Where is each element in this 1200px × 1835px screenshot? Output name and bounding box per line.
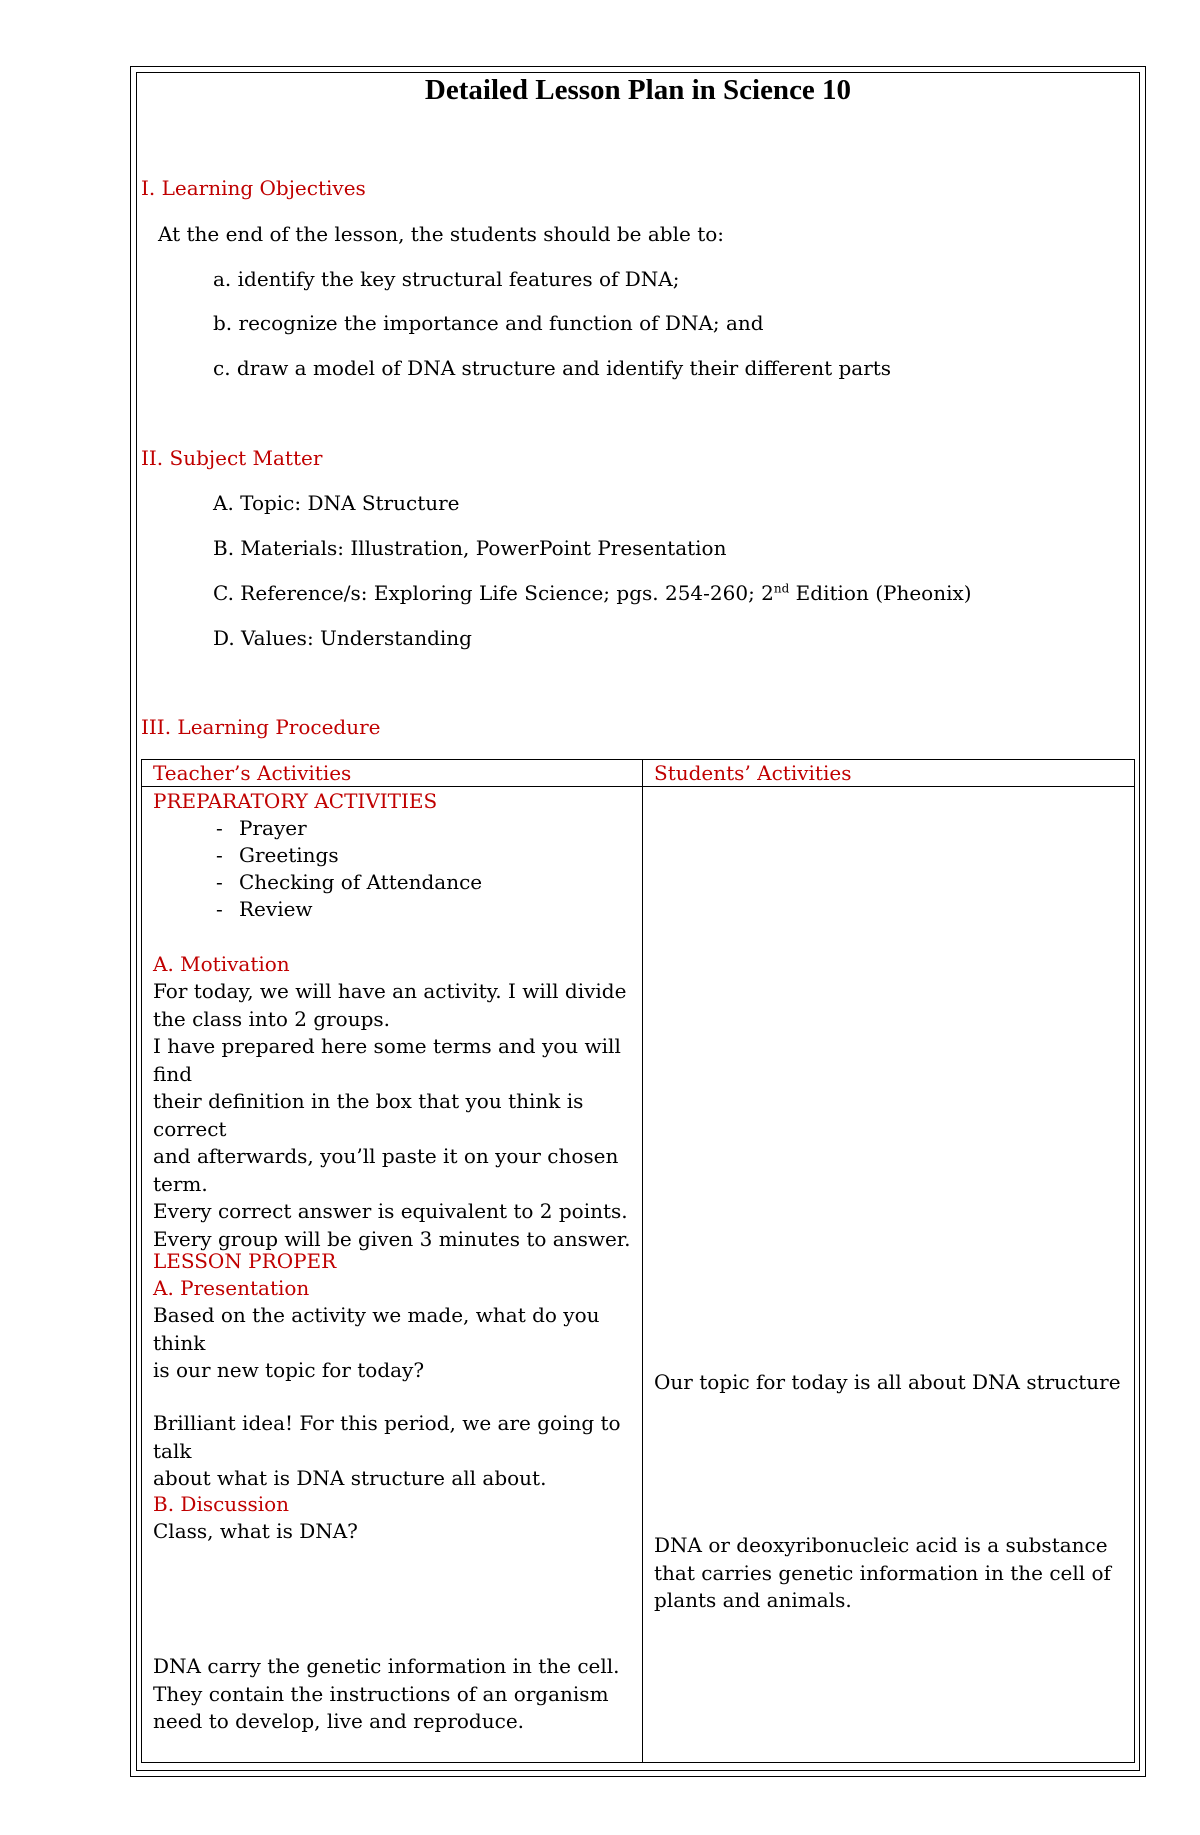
subject-reference-edition: Edition (Pheonix) xyxy=(789,581,972,605)
students-activities-header: Students’ Activities xyxy=(643,760,1135,787)
subject-topic: A. Topic: DNA Structure xyxy=(213,491,460,515)
motivation-heading: A. Motivation xyxy=(153,952,290,976)
objective-item: c. draw a model of DNA structure and identify their different parts xyxy=(213,356,892,380)
presentation-heading: A. Presentation xyxy=(153,1276,310,1300)
subject-reference xyxy=(213,581,972,605)
objectives-heading: I. Learning Objectives xyxy=(141,176,366,200)
subject-reference-sup: nd xyxy=(773,581,790,596)
lesson-proper-heading: LESSON PROPER xyxy=(153,1249,337,1273)
student-answer-dna: DNA or deoxyribonucleic acid is a substance that carries genetic information in the cell of plants and animals. xyxy=(654,1533,1111,1612)
objectives-intro: At the end of the lesson, the students should be able to: xyxy=(158,222,725,246)
subject-materials: B. Materials: Illustration, PowerPoint Presentation xyxy=(213,536,727,560)
preparatory-heading: PREPARATORY ACTIVITIES xyxy=(153,789,438,813)
procedure-table-header xyxy=(142,760,1135,787)
objective-item: a. identify the key structural features of DNA; xyxy=(213,267,680,291)
subject-matter-heading: II. Subject Matter xyxy=(141,446,323,470)
discussion-heading: B. Discussion xyxy=(153,1492,290,1516)
student-answer-topic: Our topic for today is all about DNA structure xyxy=(654,1370,1121,1394)
procedure-table xyxy=(141,759,1135,1763)
brilliant-text: Brilliant idea! For this period, we are going to talk about what is DNA structure all about. xyxy=(153,1411,621,1490)
list-item: - Review xyxy=(216,897,313,921)
subject-reference-text: C. Reference/s: Exploring Life Science; pgs. 254-260; 2 xyxy=(213,581,774,605)
objective-item: b. recognize the importance and function of DNA; and xyxy=(213,311,764,335)
list-item: - Checking of Attendance xyxy=(216,870,483,894)
teacher-activities-header: Teacher’s Activities xyxy=(142,760,643,787)
document-title: Detailed Lesson Plan in Science 10 xyxy=(424,74,852,106)
list-item: - Greetings xyxy=(216,843,339,867)
motivation-text: For today, we will have an activity. I will divide the class into 2 groups. I have prepared here some terms and you will find their definition in the box that you think is correct and afterwards, you’ll paste it on your chosen term. Every correct answer is equivalent to 2 points. Every group will be given 3 minutes to answer. xyxy=(153,979,631,1251)
discussion-question: Class, what is DNA? xyxy=(153,1519,358,1543)
presentation-text: Based on the activity we made, what do you think is our new topic for today? xyxy=(153,1303,600,1382)
subject-values: D. Values: Understanding xyxy=(213,626,472,650)
students-activities-cell xyxy=(643,787,1135,1763)
procedure-table-body xyxy=(142,787,1135,1763)
procedure-heading: III. Learning Procedure xyxy=(141,715,381,739)
dna-explanation: DNA carry the genetic information in the cell. They contain the instructions of an organism need to develop, live and reproduce. xyxy=(153,1654,620,1733)
list-item: - Prayer xyxy=(216,816,307,840)
teacher-activities-cell xyxy=(142,787,643,1763)
